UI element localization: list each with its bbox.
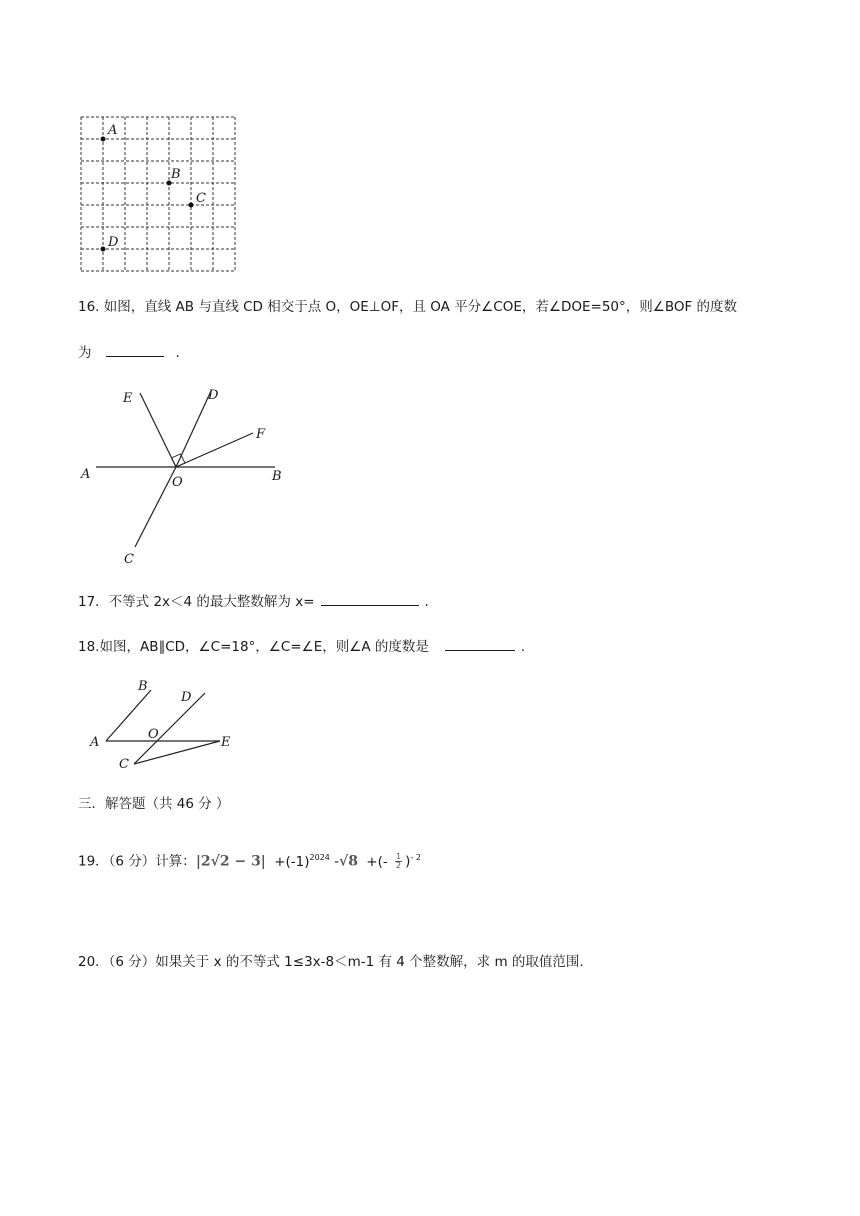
label-a: A (81, 467, 91, 482)
term-fraction-close: ) (405, 853, 411, 870)
label-d: D (181, 690, 192, 705)
label-o: O (148, 727, 159, 742)
question-16-line1: 16. 如图，直线 AB 与直线 CD 相交于点 O，OE⊥OF，且 OA 平分∠COE，若∠DOE=50°，则∠BOF 的度数 (78, 299, 738, 315)
exponent-2024: 2024 (309, 853, 330, 862)
question-19 (78, 848, 421, 872)
question-18-suffix: . (520, 639, 526, 655)
parallel-figure-18 (78, 674, 248, 774)
answer-blank-16[interactable] (106, 342, 164, 357)
answer-blank-18[interactable] (445, 636, 515, 651)
label-d: D (208, 388, 219, 403)
exponent-neg2: - 2 (410, 853, 421, 862)
question-19-prefix: 19．（6 分）计算： (78, 853, 196, 870)
sqrt-expression: √8 (339, 853, 358, 870)
point-a (101, 137, 106, 142)
fraction-denominator: 2 (396, 861, 402, 870)
label-b: B (272, 469, 282, 484)
term-minus: - (334, 853, 340, 870)
fraction (395, 853, 402, 870)
label-a: A (90, 735, 100, 750)
label-b: B (138, 679, 148, 694)
question-17-suffix: . (424, 594, 429, 610)
label-o: O (172, 475, 183, 490)
label-c: C (124, 552, 134, 567)
question-18 (78, 636, 525, 657)
point-d (101, 247, 106, 252)
question-17-text: 17．不等式 2x＜4 的最大整数解为 x= (78, 594, 315, 610)
label-a: A (108, 123, 118, 138)
question-17 (78, 591, 429, 612)
label-d: D (108, 235, 119, 250)
term-fraction-open: +(- (366, 853, 388, 870)
term-power: +(-1) (274, 853, 310, 870)
question-18-text: 18.如图，AB∥CD，∠C=18°，∠C=∠E，则∠A 的度数是 (78, 639, 429, 655)
question-16-suffix: . (175, 345, 180, 361)
answer-blank-17[interactable] (321, 591, 419, 606)
question-16-prefix: 为 (78, 345, 92, 361)
label-c: C (119, 757, 129, 772)
grid-figure (78, 112, 240, 276)
label-b: B (171, 167, 181, 182)
section-3-title: 三．解答题（共 46 分 ） (78, 796, 230, 812)
angle-figure-16 (78, 380, 298, 570)
label-c: C (196, 191, 206, 206)
label-e: E (123, 391, 133, 406)
point-c (189, 203, 194, 208)
fraction-numerator: 1 (396, 852, 402, 861)
label-f: F (256, 427, 266, 442)
question-16-line2 (78, 342, 180, 363)
question-20: 20．（6 分）如果关于 x 的不等式 1≤3x-8＜m-1 有 4 个整数解，求 m 的取值范围. (78, 954, 584, 970)
label-e: E (221, 735, 231, 750)
abs-expression: |2√2 − 3| (195, 853, 266, 870)
